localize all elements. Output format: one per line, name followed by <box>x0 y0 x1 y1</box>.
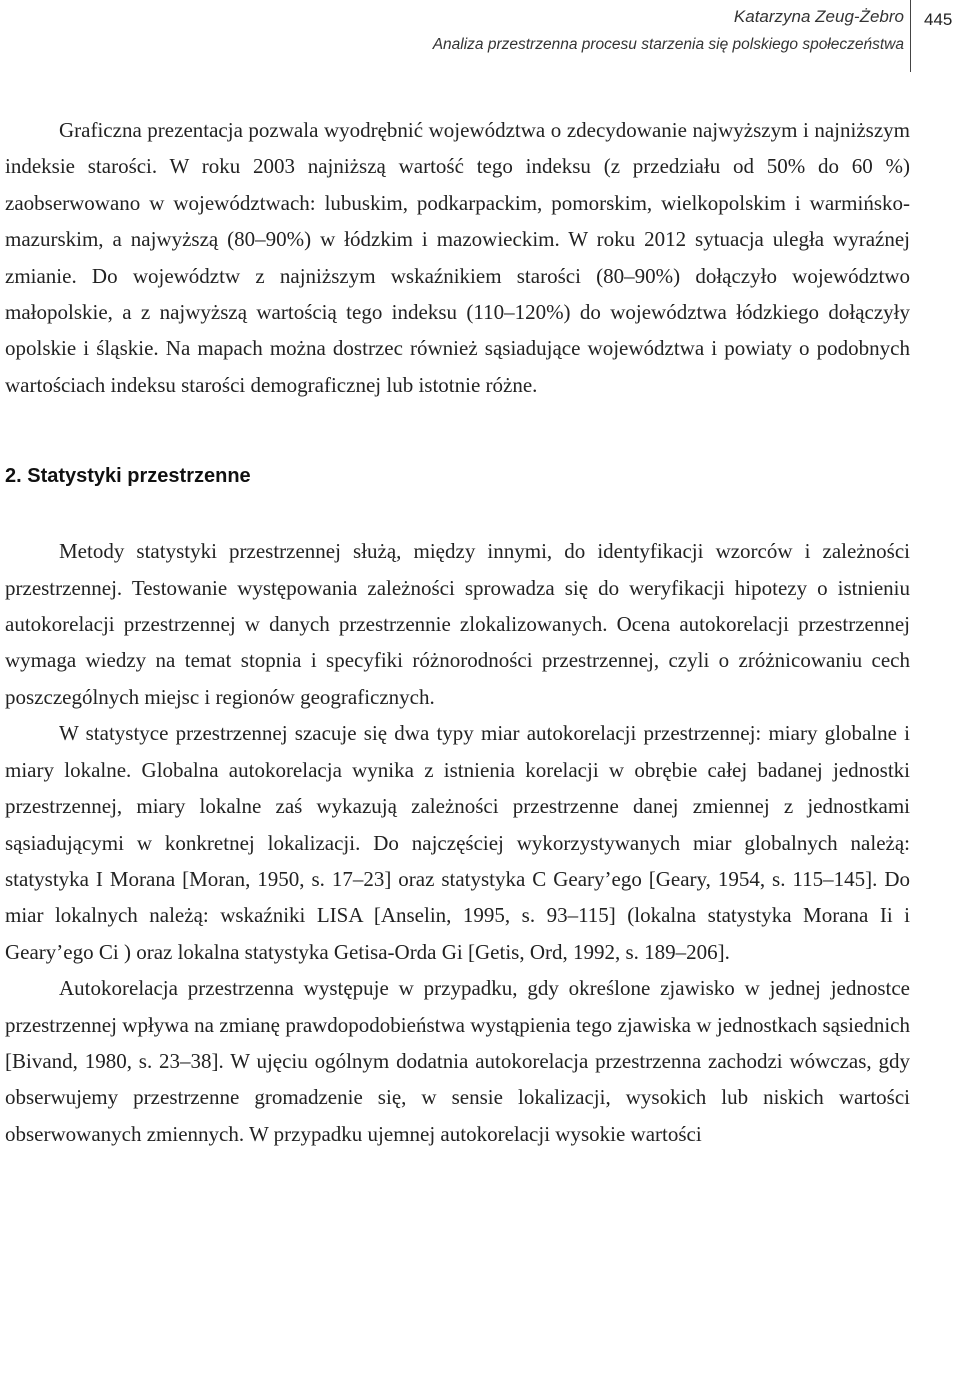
running-head-title: Analiza przestrzenna procesu starzenia się polskiego społeczeństwa <box>432 36 904 53</box>
running-head <box>433 6 904 56</box>
page-number: 445 <box>924 10 953 29</box>
running-head-author: Katarzyna Zeug-Żebro <box>733 7 904 26</box>
paragraph: Metody statystyki przestrzennej służą, między innymi, do identyfikacji wzorców i zależności przestrzennej. Testowanie występowania zależności sprowadza się do weryfikacji hipotezy o istnieniu autokorelacji przestrzennej w danych przestrzennie zlokalizowanych. Ocena autokorelacji przestrzennej wymaga wiedzy na temat stopnia i specyfiki różnorodności przestrzennej, czyli o zróżnicowaniu cech poszczególnych miejsc i regionów geograficznych. <box>5 539 910 709</box>
body-text <box>5 112 910 1152</box>
section-heading: 2. Statystyki przestrzenne <box>5 465 251 488</box>
paragraph: W statystyce przestrzennej szacuje się dwa typy miar autokorelacji przestrzennej: miary globalne i miary lokalne. Globalna autokorelacja wynika z istnienia korelacji w obrębie całej badanej jednostki przestrzennej, miary lokalne zaś wykazują zależności przestrzenne danej zmiennej z jednostkami sąsiadującymi w konkretnej lokalizacji. Do najczęściej wykorzystywanych miar globalnych należą: statystyka I Morana [Moran, 1950, s. 17–23] oraz statystyka C Geary’ego [Geary, 1954, s. 115–145]. Do miar lokalnych należą: wskaźniki LISA [Anselin, 1995, s. 93–115] (lokalna statystyka Morana Ii i Geary’ego Ci ) oraz lokalna statystyka Getisa-Orda Gi [Getis, Ord, 1992, s. 189–206]. <box>5 721 910 964</box>
paragraph: Autokorelacja przestrzenna występuje w przypadku, gdy określone zjawisko w jednej jednostce przestrzennej wpływa na zmianę prawdopodobieństwa wystąpienia tego zjawiska w jednostkach sąsiednich [Bivand, 1980, s. 23–38]. W ujęciu ogólnym dodatnia autokorelacja przestrzenna zachodzi wówczas, gdy obserwujemy przestrzenne gromadzenie się, w sensie lokalizacji, wysokich lub niskich wartości obserwowanych zmiennych. W przypadku ujemnej autokorelacji wysokie wartości <box>5 976 910 1146</box>
header-divider <box>910 0 911 72</box>
paragraph: Graficzna prezentacja pozwala wyodrębnić województwa o zdecydowanie najwyższym i najniższym indeksie starości. W roku 2003 najniższą wartość tego indeksu (z przedziału od 50% do 60 %) zaobserwowano w województwach: lubuskim, podkarpackim, pomorskim, wielkopolskim i warmińsko-mazurskim, a najwyższą (80–90%) w łódzkim i mazowieckim. W roku 2012 sytuacja uległa wyraźnej zmianie. Do województw z najniższym wskaźnikiem starości (80–90%) dołączyło województwo małopolskie, a z najwyższą wartością tego indeksu (110–120%) do województwa łódzkiego dołączyły opolskie i śląskie. Na mapach można dostrzec również sąsiadujące województwa i powiaty o podobnych wartościach indeksu starości demograficznej lub istotnie różne. <box>5 118 910 397</box>
